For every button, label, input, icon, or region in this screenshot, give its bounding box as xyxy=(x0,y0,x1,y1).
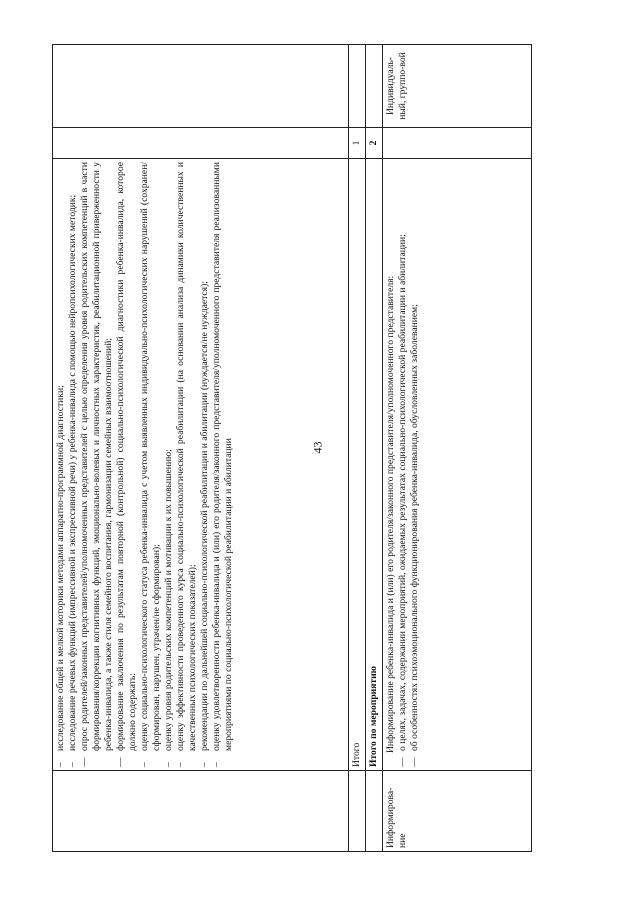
table-row xyxy=(365,45,382,852)
empty-cell xyxy=(365,771,382,852)
list-marker: – xyxy=(55,762,66,767)
section-activity: Информирова-ние xyxy=(382,771,531,852)
list-item xyxy=(139,162,163,767)
table-row xyxy=(382,45,531,852)
list-item-text: исследование речевых функций (импрессивной и экспрессивной речи) у ребенка-инвалида с помощью нейропсихологических методик; xyxy=(66,194,78,751)
list-item-text: о целях, задачах, содержании мероприятий, ожидаемых результатах социально-психологической реабилитации и абилитации; xyxy=(396,234,408,751)
empty-cell xyxy=(382,128,531,159)
list-marker: — xyxy=(114,757,126,767)
info-cell xyxy=(382,159,531,771)
table-row xyxy=(349,45,366,852)
info-intro: Информирование ребенка-инвалида и (или) его родителя/законного представителя/уполномоченного представителя: xyxy=(384,275,396,753)
form-of-work: Индивидуаль-ный, группо-вой xyxy=(382,45,531,128)
document-table xyxy=(52,44,532,852)
list-item-text: оценку эффективности проведенного курса социально-психологической реабилитации (на основании анализа динамики количественных и качественных психологических показателей); xyxy=(174,162,198,751)
list-marker: – xyxy=(198,762,210,767)
itogo-value: 1 xyxy=(349,128,366,159)
list-item xyxy=(211,162,235,767)
list-marker: – xyxy=(162,762,174,767)
list-marker: – xyxy=(138,762,150,767)
list-item-text: формирование заключения по результатам повторной (контрольной) социально-психологической диагностики ребенка-инвалида, которое должно содержать: xyxy=(114,162,138,751)
list-item-text: оценку удовлетворенности ребенка-инвалида и (или) его родителя/законного представителя/уполномоченного представителя реализованными мероприятиями по социально-психологической реабилитации и абилитации xyxy=(210,162,234,751)
table-row xyxy=(53,45,349,852)
methods-list xyxy=(55,162,235,767)
list-item xyxy=(163,162,175,767)
list-item xyxy=(409,162,421,767)
list-marker: – xyxy=(210,762,222,767)
list-item xyxy=(115,162,139,767)
list-marker: – xyxy=(174,762,186,767)
empty-cell xyxy=(349,45,366,128)
list-item xyxy=(397,162,409,767)
list-item-text: исследование общей и мелкой моторики методами аппаратно-программной диагностики; xyxy=(55,385,66,751)
page-number: 43 xyxy=(310,441,325,454)
list-item-text: оценку социально-психологического статуса ребенка-инвалида с учетом выявленных индивидуально-психологических нарушений (сохранен/сформирован, нарушен, утрачен/не сформирован); xyxy=(138,162,162,751)
itogo-event-label: Итого по мероприятию xyxy=(365,159,382,771)
list-marker: – xyxy=(66,762,78,767)
list-item xyxy=(79,162,115,767)
methods-cell xyxy=(53,159,349,771)
list-item xyxy=(175,162,199,767)
list-item xyxy=(55,162,67,767)
list-item-text: рекомендации по дальнейшей социально-психологической реабилитации и абилитации (нуждается/не нуждается); xyxy=(198,281,210,751)
list-marker: — xyxy=(78,757,90,767)
empty-cell xyxy=(53,45,349,128)
itogo-event-value: 2 xyxy=(365,128,382,159)
list-item-text: об особенностях психоэмоционального функционирования ребенка-инвалида, обусловленных заболеванием; xyxy=(408,304,420,751)
list-marker: — xyxy=(408,757,420,767)
empty-cell xyxy=(365,45,382,128)
info-list xyxy=(397,162,421,767)
empty-cell xyxy=(53,128,349,159)
list-marker: — xyxy=(396,757,408,767)
list-item xyxy=(67,162,79,767)
empty-cell xyxy=(53,771,349,852)
rotated-page-table xyxy=(52,44,532,852)
list-item xyxy=(199,162,211,767)
list-item-text: опрос родителей/законных представителей/уполномоченных представителей с целью определения уровня родительских компетенций в части формирования/коррекции когнитивных функций, эмоционально-волевых и личностных характеристик, реабилитационной приверженности у ребенка-инвалида, а также стиля семейного воспитания, гармонизации семейных взаимоотношений; xyxy=(78,162,114,751)
empty-cell xyxy=(349,771,366,852)
list-item-text: оценку уровня родительских компетенций и мотивации к их повышению; xyxy=(162,449,174,751)
itogo-label: Итого xyxy=(349,159,366,771)
